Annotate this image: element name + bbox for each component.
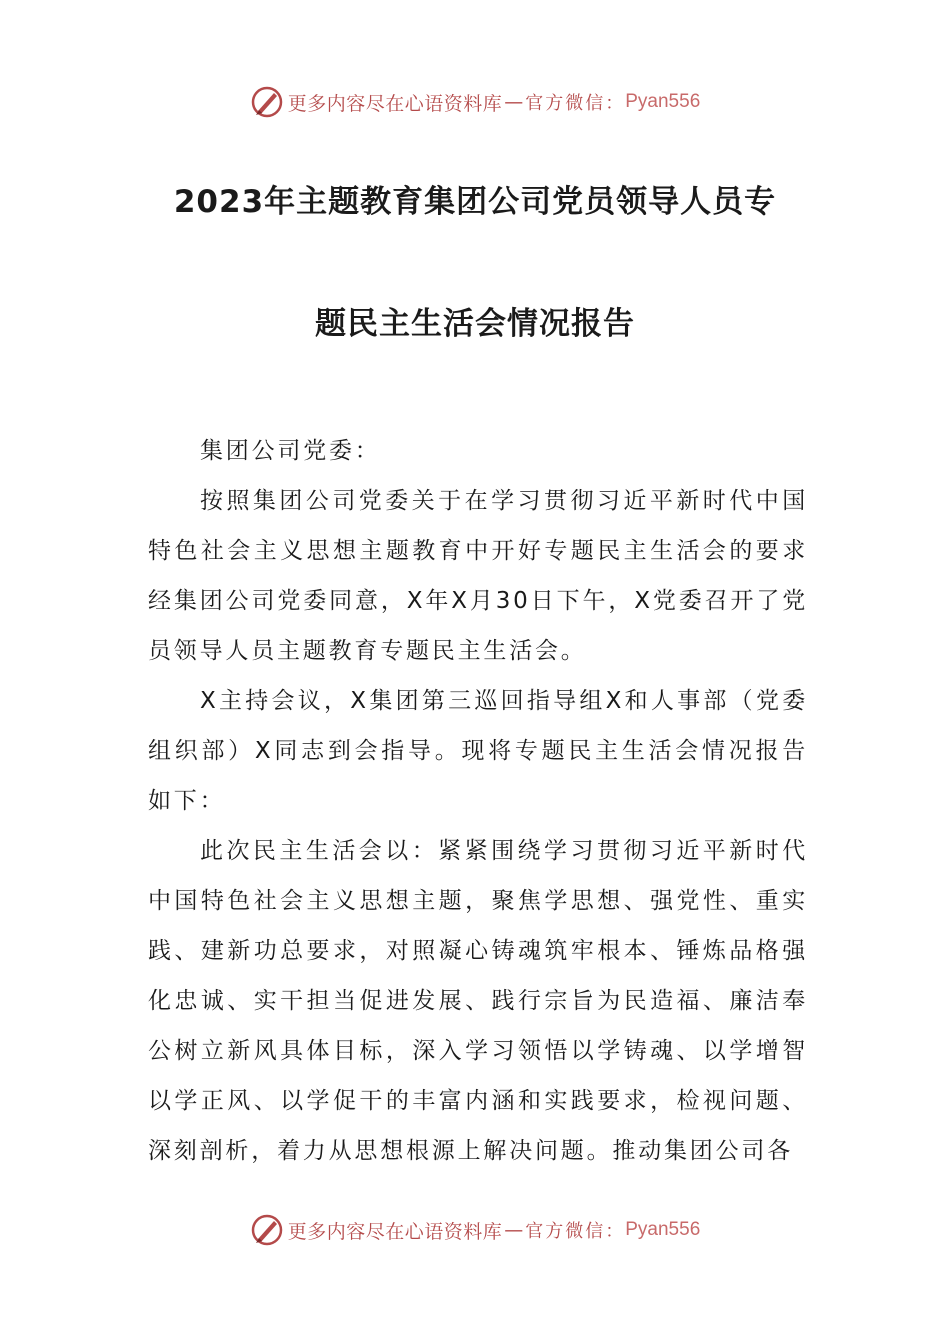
banner-wechat-id: Pyan556 (625, 1219, 701, 1240)
footer-watermark-banner (0, 1210, 950, 1250)
paragraph: 此次民主生活会以：紧紧围绕学习贯彻习近平新时代中国特色社会主义思想主题，聚焦学思想、强党性、重实践、建新功总要求，对照凝心铸魂筑牢根本、锤炼品格强化忠诚、实干担当促进发展、践行宗旨为民造福、廉洁奉公树立新风具体目标，深入学习领悟以学铸魂、以学增智以学正风、以学促干的丰富内涵和实践要求，检视问题、深刻剖析，着力从思想根源上解决问题。推动集团公司各 (148, 838, 808, 1164)
salutation: 集团公司党委： (200, 438, 381, 464)
pen-logo-icon (250, 85, 284, 119)
pen-logo-icon (250, 1213, 284, 1247)
document-title-line-2: 题民主生活会情况报告 (315, 306, 635, 342)
banner-site-text: 更多内容尽在心语资料库 (287, 92, 503, 115)
banner-dash: — (504, 91, 524, 113)
banner-dash: — (504, 1219, 524, 1241)
paragraph: 按照集团公司党委关于在学习贯彻习近平新时代中国特色社会主义思想主题教育中开好专题民主生活会的要求经集团公司党委同意，X年X月30日下午，X党委召开了党员领导人员主题教育专题民主生活会。 (148, 488, 808, 664)
banner-wechat-label: 官方微信： (525, 1221, 626, 1242)
header-watermark-banner (0, 82, 950, 122)
document-body (148, 426, 808, 1176)
banner-wechat-id: Pyan556 (625, 91, 701, 112)
banner-wechat-label: 官方微信： (525, 93, 626, 114)
paragraph: X主持会议，X集团第三巡回指导组X和人事部（党委组织部）X同志到会指导。现将专题民主生活会情况报告如下： (148, 688, 808, 814)
document-title-line-1: 2023年主题教育集团公司党员领导人员专 (173, 184, 777, 220)
banner-site-text: 更多内容尽在心语资料库 (287, 1220, 503, 1243)
